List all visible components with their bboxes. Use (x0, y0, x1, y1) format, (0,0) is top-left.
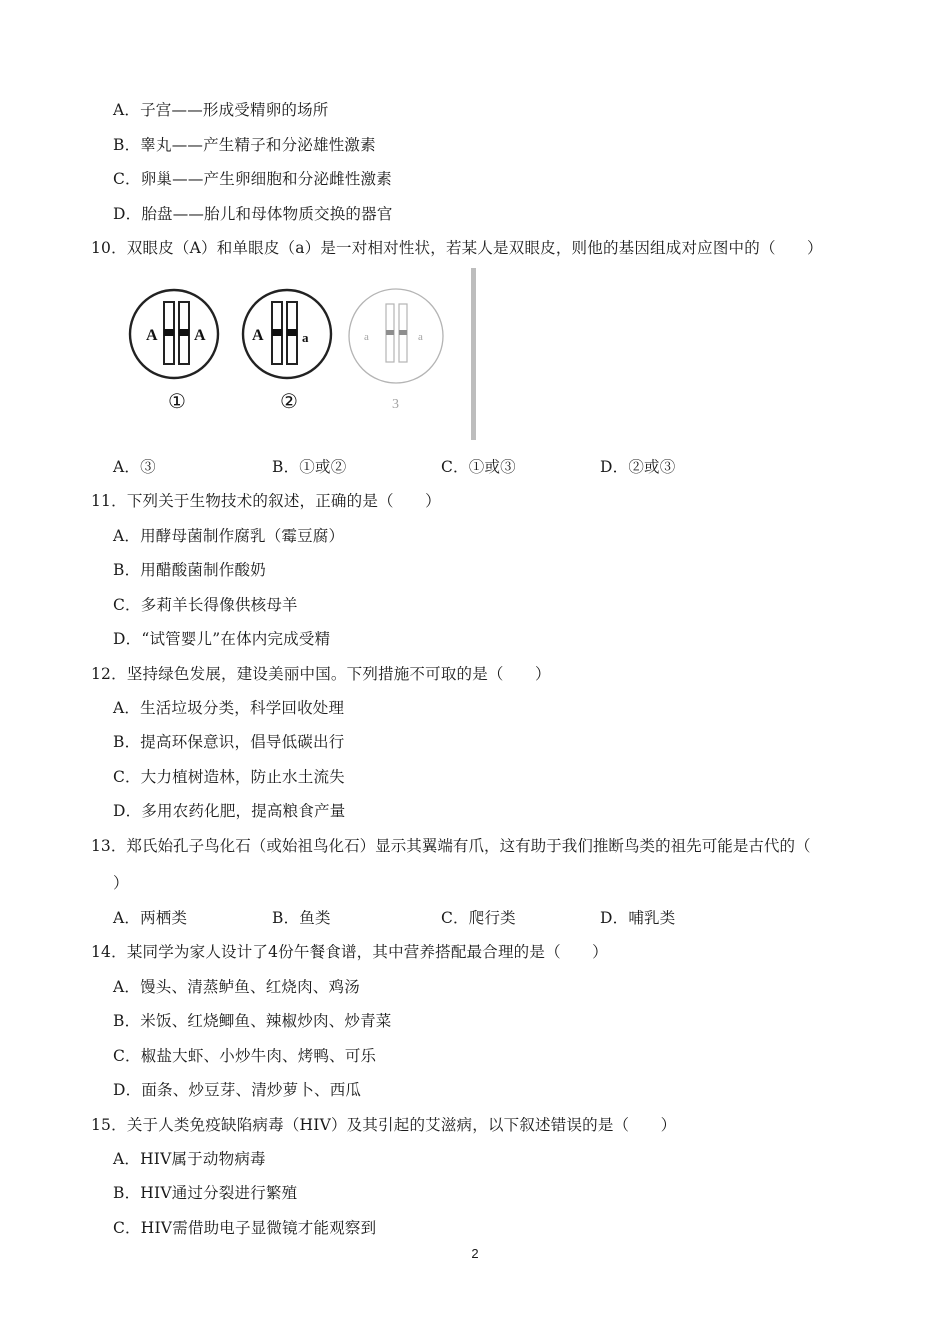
q12-option-a: A．生活垃圾分类，科学回收处理 (113, 699, 345, 717)
q12-option-b: B．提高环保意识，倡导低碳出行 (113, 733, 345, 751)
q9-option-b: B．睾丸——产生精子和分泌雄性激素 (113, 136, 376, 154)
cell-3 (349, 289, 443, 412)
q14-option-b: B．米饭、红烧鲫鱼、辣椒炒肉、炒青菜 (113, 1012, 392, 1030)
q15-stem: 15．关于人类免疫缺陷病毒（HIV）及其引起的艾滋病，以下叙述错误的是（ ） (91, 1116, 677, 1134)
q12-option-c: C．大力植树造林，防止水土流失 (113, 768, 345, 786)
q15-option-b: B．HIV通过分裂进行繁殖 (113, 1184, 298, 1202)
q13-stem-continued: ） (113, 874, 129, 892)
q9-option-d: D．胎盘——胎儿和母体物质交换的器官 (113, 205, 393, 223)
q14-stem: 14．某同学为家人设计了4份午餐食谱，其中营养搭配最合理的是（ ） (91, 943, 608, 961)
q12-option-d: D．多用农药化肥，提高粮食产量 (113, 802, 346, 820)
q13-stem: 13．郑氏始孔子鸟化石（或始祖鸟化石）显示其翼端有爪，这有助于我们推断鸟类的祖先可能是古代的（ (91, 837, 811, 855)
cell-2-label: ② (280, 389, 298, 413)
q11-option-c: C．多莉羊长得像供核母羊 (113, 596, 298, 614)
q13-option-a: A．两栖类 (113, 909, 188, 927)
q14-option-d: D．面条、炒豆芽、清炒萝卜、西瓜 (113, 1081, 362, 1099)
chromosome-figure (124, 262, 484, 442)
q10-option-d: D．②或③ (600, 458, 676, 476)
q13-option-b: B．鱼类 (272, 909, 331, 927)
cell-2-right-allele: a (302, 330, 309, 345)
q15-option-a: A．HIV属于动物病毒 (113, 1150, 266, 1168)
q10-option-c: C．①或③ (441, 458, 516, 476)
cell-2 (243, 290, 331, 413)
q11-option-d: D．“试管婴儿”在体内完成受精 (113, 630, 331, 648)
q11-option-b: B．用醋酸菌制作酸奶 (113, 561, 266, 579)
q14-option-a: A．馒头、清蒸鲈鱼、红烧肉、鸡汤 (113, 978, 360, 996)
q15-option-c: C．HIV需借助电子显微镜才能观察到 (113, 1219, 377, 1237)
q9-option-a: A．子宫——形成受精卵的场所 (113, 101, 329, 119)
q10-option-a: A．③ (113, 458, 156, 476)
cell-2-left-allele: A (252, 327, 264, 344)
figure-divider (471, 268, 476, 440)
cell-1-label: ① (168, 389, 186, 413)
cell-3-label: 3 (392, 397, 399, 412)
q13-option-d: D．哺乳类 (600, 909, 676, 927)
page-number: 2 (471, 1246, 479, 1261)
q11-stem: 11．下列关于生物技术的叙述，正确的是（ ） (91, 492, 441, 510)
q10-option-b: B．①或② (272, 458, 347, 476)
q11-option-a: A．用酵母菌制作腐乳（霉豆腐） (113, 527, 345, 545)
q10-stem: 10．双眼皮（A）和单眼皮（a）是一对相对性状，若某人是双眼皮，则他的基因组成对应图中的（ ） (91, 239, 823, 257)
cell-3-left-allele: a (364, 331, 369, 343)
cell-3-right-allele: a (418, 331, 423, 343)
cell-1-left-allele: A (146, 327, 158, 344)
q9-option-c: C．卵巢——产生卵细胞和分泌雌性激素 (113, 170, 392, 188)
cell-1 (130, 290, 218, 413)
q14-option-c: C．椒盐大虾、小炒牛肉、烤鸭、可乐 (113, 1047, 377, 1065)
q12-stem: 12．坚持绿色发展，建设美丽中国。下列措施不可取的是（ ） (91, 665, 551, 683)
q13-option-c: C．爬行类 (441, 909, 516, 927)
cell-1-right-allele: A (194, 327, 206, 344)
